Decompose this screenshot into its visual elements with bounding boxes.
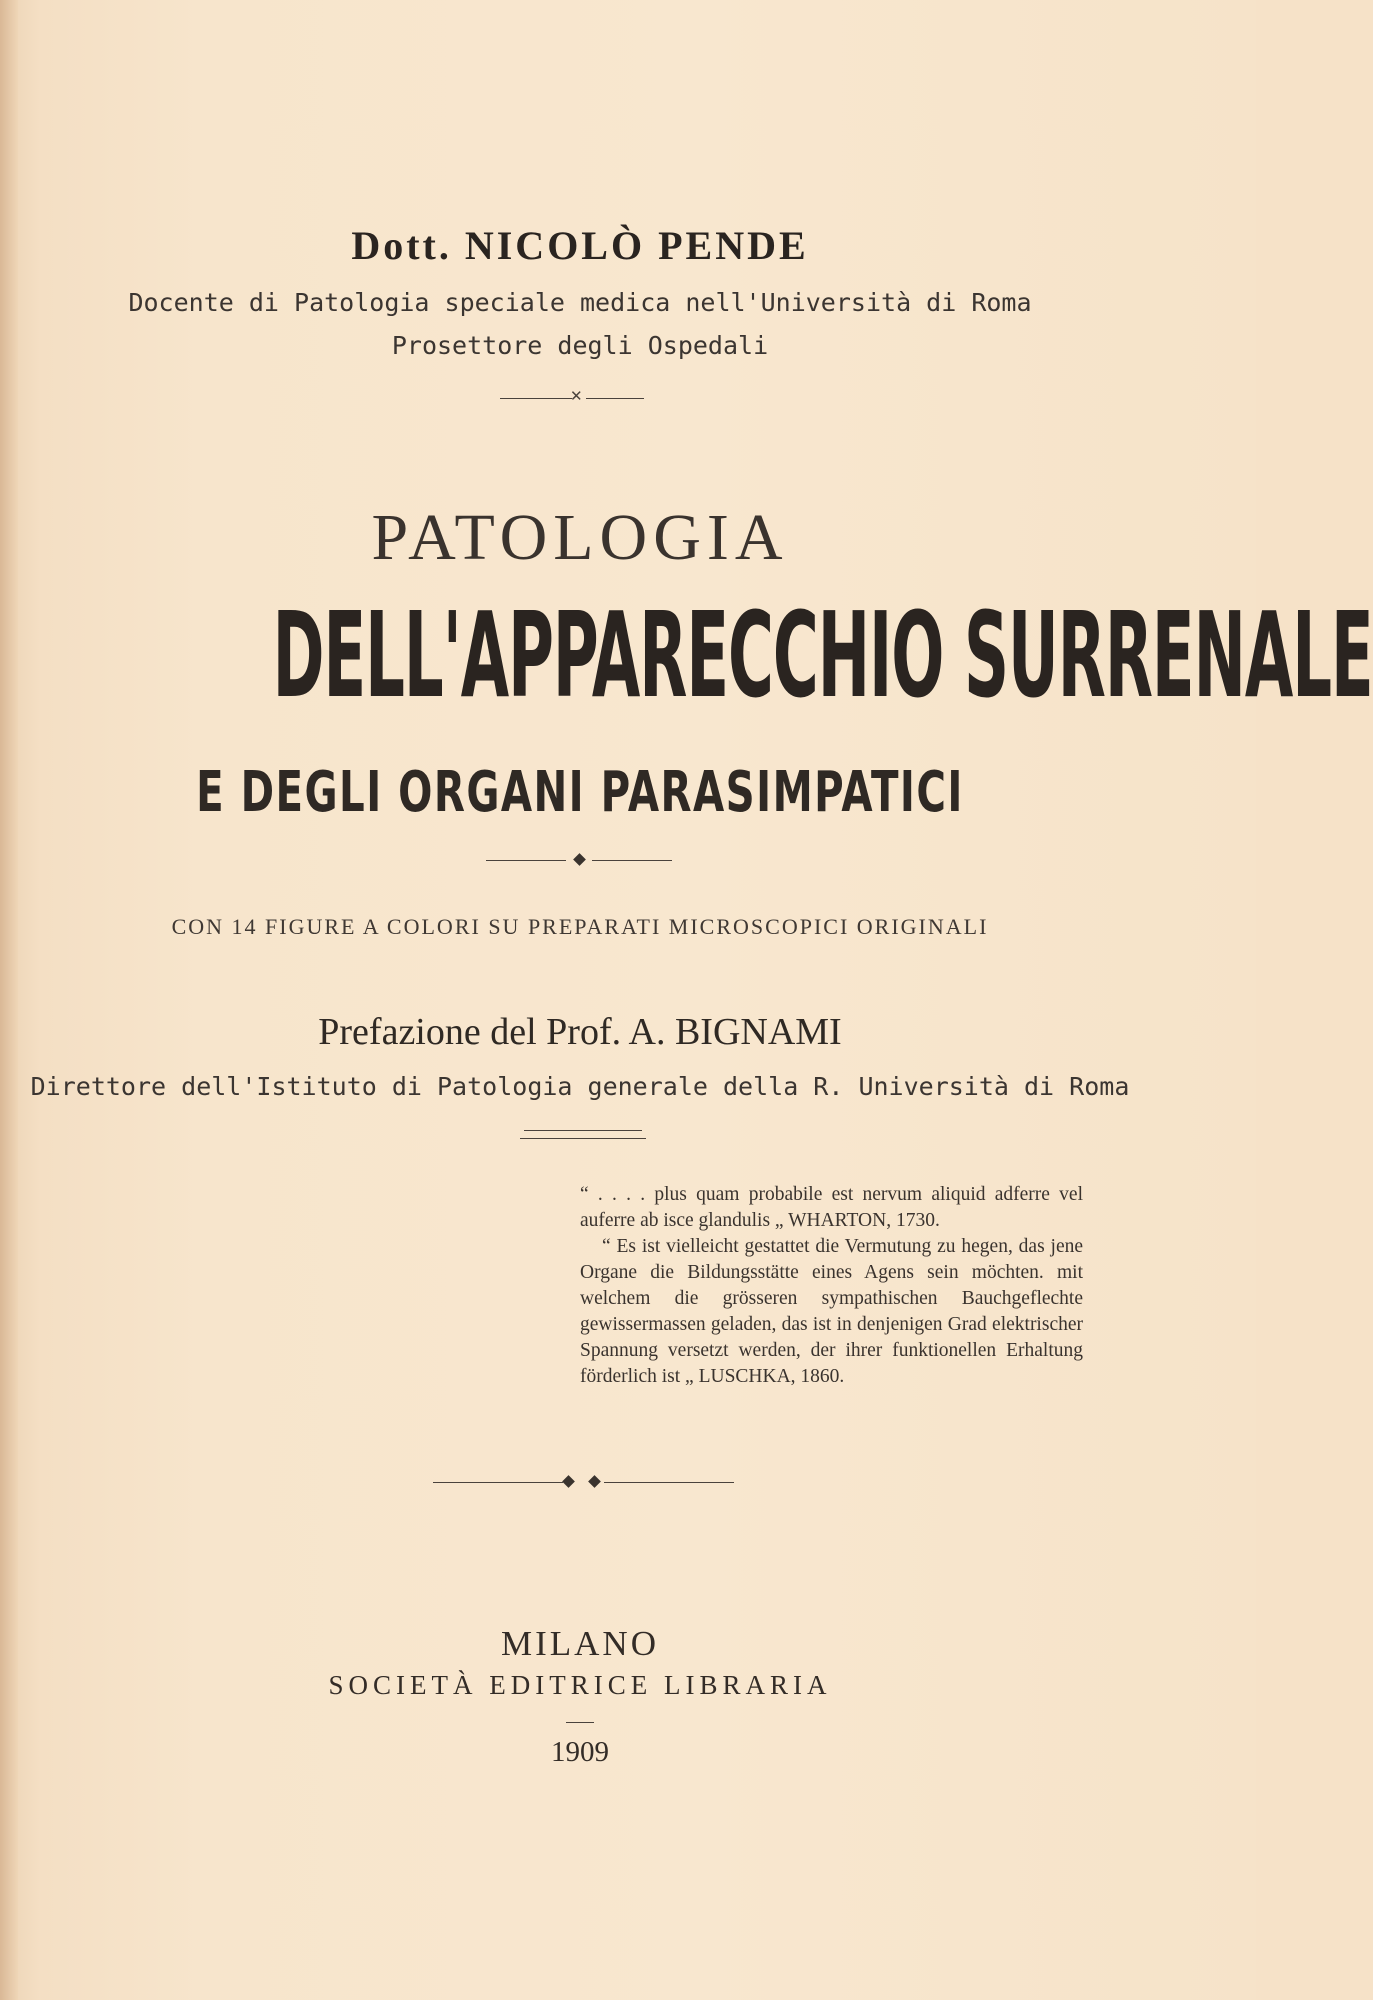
epigraph-quote-wharton: “ . . . . plus quam probabile est nervum aliquid adferre vel auferre ab isce glandulis „ WHARTON, 1730. xyxy=(580,1184,1083,1231)
divider-line-right xyxy=(586,398,644,399)
double-rule-bottom xyxy=(520,1138,646,1139)
imprint-publisher: SOCIETÀ EDITRICE LIBRARIA xyxy=(328,1670,832,1700)
bottom-diamond-icon-2 xyxy=(588,1475,601,1488)
year-rule xyxy=(566,1722,594,1723)
bottom-diamond-icon-1 xyxy=(562,1475,575,1488)
imprint-year: 1909 xyxy=(551,1736,609,1768)
title-line-2: DELL'APPARECCHIO SURRENALE xyxy=(272,586,1373,724)
epigraph xyxy=(580,1182,1083,1390)
bottom-ornament-line-left xyxy=(433,1482,563,1483)
author-name: Dott. NICOLÒ PENDE xyxy=(351,223,809,268)
figures-note: CON 14 FIGURE A COLORI SU PREPARATI MICROSCOPICI ORIGINALI xyxy=(171,914,989,939)
author-position: Docente di Patologia speciale medica nell'Università di Roma xyxy=(128,288,1032,317)
author-position-secondary: Prosettore degli Ospedali xyxy=(391,331,769,360)
diamond-ornament-icon xyxy=(573,853,586,866)
preface-title: Prefazione del Prof. A. BIGNAMI xyxy=(318,1011,842,1053)
ornament-line-right xyxy=(592,860,672,861)
cross-ornament-icon: ✕ xyxy=(570,387,583,405)
imprint-city: MILANO xyxy=(501,1624,659,1663)
epigraph-quote-luschka: “ Es ist vielleicht gestattet die Vermutung zu hegen, das jene Organe die Bildungsstätte eines Agens sein möchten. mit welchem die grösseren sympathischen Bauchgeflechte gewissermassen geladen, das ist in denjenigen Grad elektrischer Spannung versetzt werden, der ihrer funktionellen Erhaltung förderlich ist „ LUSCHKA, 1860. xyxy=(580,1236,1083,1387)
bottom-ornament-line-right xyxy=(604,1482,734,1483)
title-line-3: E DEGLI ORGANI PARASIMPATICI xyxy=(196,760,964,825)
preface-affiliation: Direttore dell'Istituto di Patologia generale della R. Università di Roma xyxy=(30,1072,1130,1101)
double-rule-top xyxy=(524,1130,642,1131)
ornament-line-left xyxy=(486,860,566,861)
divider-line-left xyxy=(500,398,572,399)
title-line-1: PATOLOGIA xyxy=(371,501,789,574)
